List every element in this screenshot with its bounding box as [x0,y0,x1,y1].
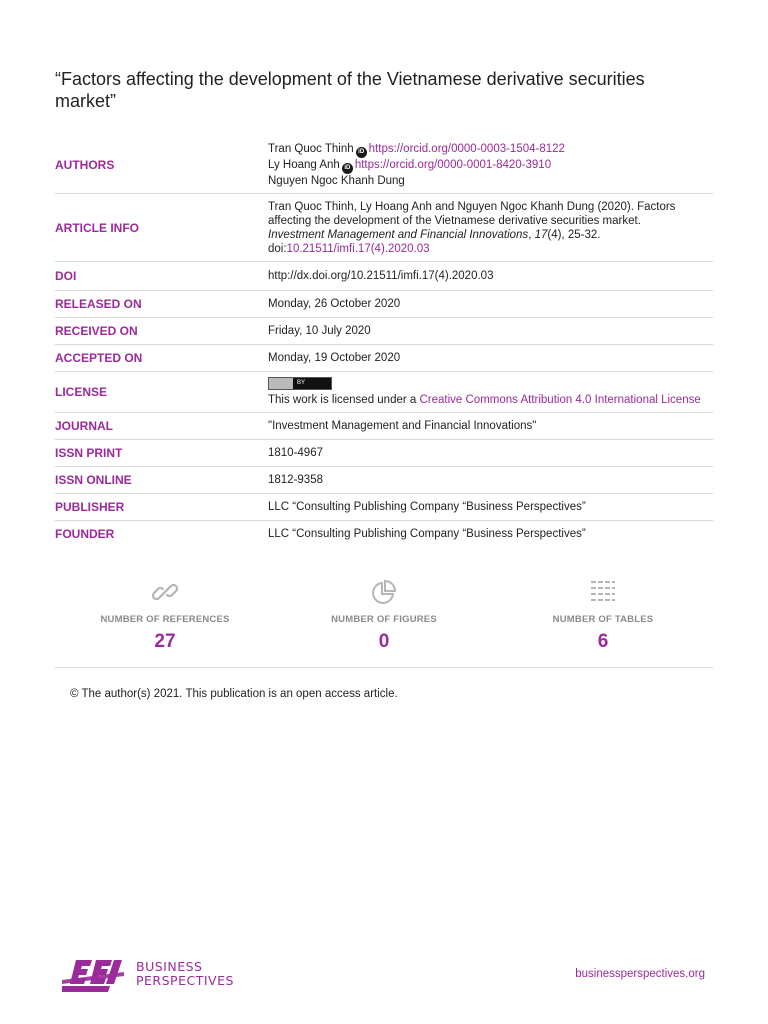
author-entry [268,158,713,174]
author-orcid-link[interactable]: https://orcid.org/0000-0003-1504-8122 [368,143,565,155]
stat-figures [284,572,484,653]
cc-by-badge-icon[interactable] [268,377,332,390]
license-text: This work is licensed under a [268,394,420,406]
doi-row [55,262,713,291]
business-perspectives-logo[interactable] [62,958,242,994]
article-metadata-table [55,136,713,547]
table-icon [589,578,617,606]
copyright-notice: © The author(s) 2021. This publication is an open access article. [70,688,398,700]
author-entry [268,142,713,158]
website-link[interactable]: businessperspectives.org [575,968,705,980]
orcid-icon: iD [342,163,353,174]
released-label: RELEASED ON [55,297,142,311]
license-link[interactable]: Creative Commons Attribution 4.0 International License [419,394,701,406]
authors-row [55,136,713,194]
citation-source [268,228,713,242]
license-label: LICENSE [55,385,108,399]
citation-text: Tran Quoc Thinh, Ly Hoang Anh and Nguyen Ngoc Khanh Dung (2020). Factors affecting the development of the Vietnamese derivative securities market. [268,201,676,227]
doi-value: http://dx.doi.org/10.21511/imfi.17(4).2020.03 [268,270,494,282]
citation-journal: Investment Management and Financial Innovations [268,229,529,241]
logo-text [136,960,234,988]
pie-chart-icon [370,578,398,606]
issn-online-value: 1812-9358 [268,474,323,486]
article-title: “Factors affecting the development of the Vietnamese derivative securities market” [55,69,645,111]
article-info-label: ARTICLE INFO [55,220,139,235]
issn-print-label: ISSN PRINT [55,446,123,460]
publisher-value: LLC “Consulting Publishing Company “Business Perspectives” [268,501,586,513]
license-value [268,372,713,412]
stat-tables [503,572,703,653]
orcid-icon: iD [356,147,367,158]
stat-tables-label: NUMBER OF TABLES [552,614,654,625]
cc-badge-text: BY [293,378,331,389]
doi-label: DOI [55,269,77,283]
citation-volume: 17 [534,229,548,241]
author-orcid-link[interactable]: https://orcid.org/0000-0001-8420-3910 [354,159,552,171]
link-icon [151,578,179,606]
issn-online-row [55,467,713,494]
released-row [55,291,713,318]
issn-print-row [55,440,713,467]
author-name: Tran Quoc Thinh [268,143,354,155]
publisher-label: PUBLISHER [55,500,125,514]
article-stats [55,572,713,668]
authors-label: AUTHORS [55,157,115,172]
author-entry [268,174,713,188]
received-row [55,318,713,345]
journal-row [55,413,713,440]
citation-issue-pages: (4), 25-32. [547,229,601,241]
citation-doi [268,242,713,256]
stat-references-label: NUMBER OF REFERENCES [100,614,230,625]
license-row [55,372,713,413]
logo-mark-icon [62,958,124,992]
journal-label: JOURNAL [55,419,114,433]
accepted-value: Monday, 19 October 2020 [268,352,401,364]
received-value: Friday, 10 July 2020 [268,325,371,337]
citation-separator: , [528,229,535,241]
stat-references-value: 27 [154,631,176,652]
logo-line-2: PERSPECTIVES [136,973,234,988]
authors-value [268,136,713,193]
issn-online-label: ISSN ONLINE [55,473,132,487]
stat-figures-label: NUMBER OF FIGURES [331,614,437,625]
issn-print-value: 1810-4967 [268,447,323,459]
received-label: RECEIVED ON [55,324,138,338]
article-info-value [268,194,713,261]
author-name: Nguyen Ngoc Khanh Dung [268,175,405,187]
stat-figures-value: 0 [378,631,390,652]
stat-tables-value: 6 [597,631,609,652]
citation-doi-link[interactable]: 10.21511/imfi.17(4).2020.03 [286,243,430,255]
publisher-row [55,494,713,521]
founder-label: FOUNDER [55,527,115,541]
stat-references [65,572,265,653]
accepted-row [55,345,713,372]
journal-value: "Investment Management and Financial Innovations" [268,420,537,432]
founder-value: LLC “Consulting Publishing Company “Business Perspectives” [268,528,586,540]
founder-row [55,521,713,547]
article-info-row [55,194,713,262]
author-name: Ly Hoang Anh [268,159,340,171]
released-value: Monday, 26 October 2020 [268,298,401,310]
citation-doi-prefix: doi: [268,243,287,255]
logo-line-1: BUSINESS [136,959,203,974]
accepted-label: ACCEPTED ON [55,351,143,365]
